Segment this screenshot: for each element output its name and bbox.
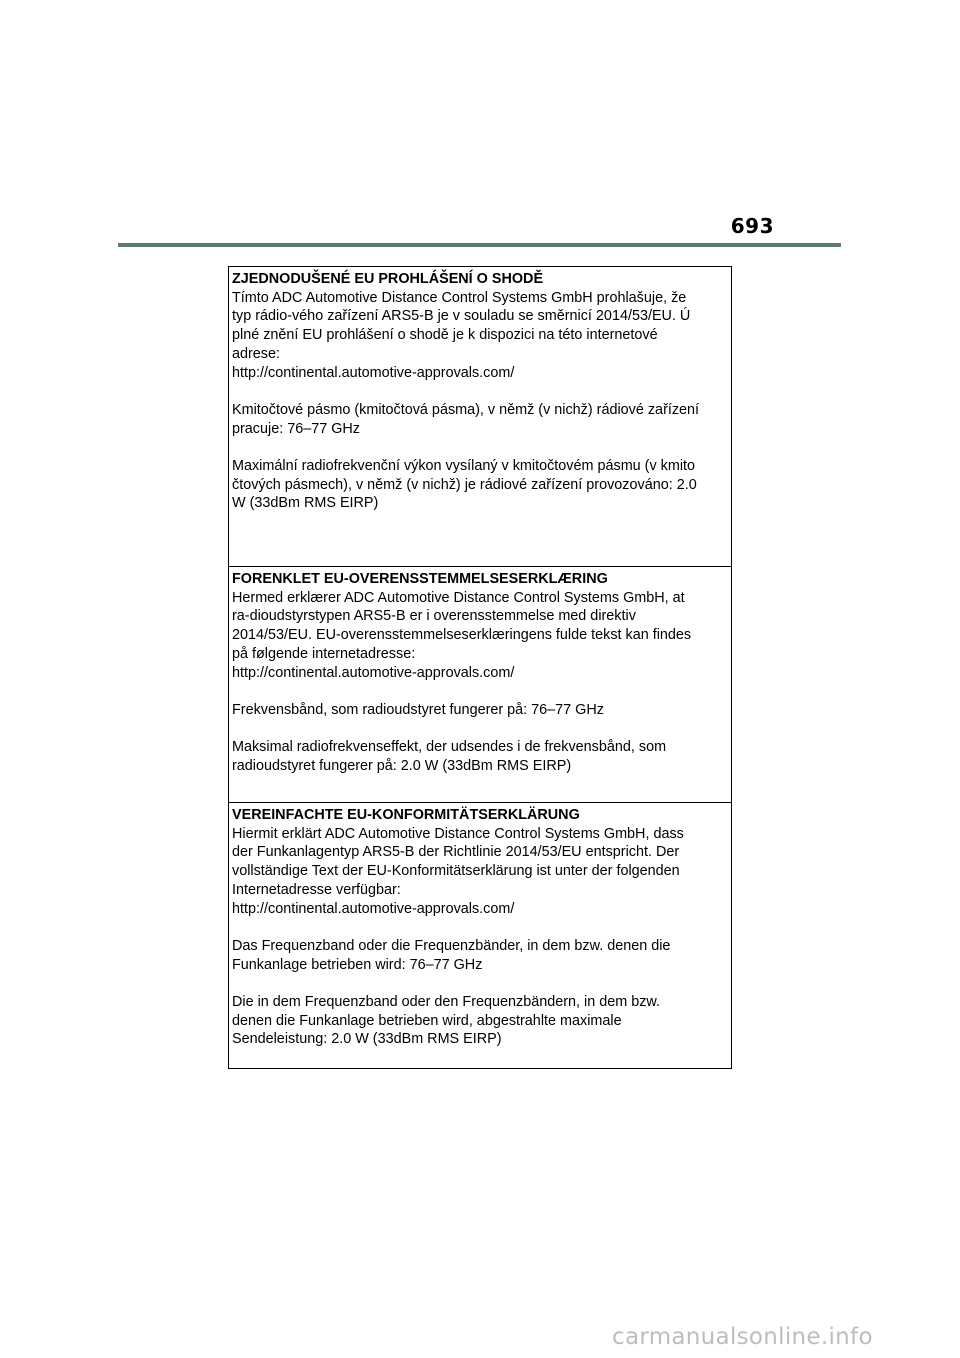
- max-power-text: Die in dem Frequenzband oder den Frequenzbändern, in dem bzw. denen die Funkanlage betrieben wird, abgestrahlte maximale Sendeleistung: 2.0 W (33dBm RMS EIRP): [232, 994, 660, 1048]
- declaration-section-german: [229, 803, 731, 1068]
- header-divider: [118, 243, 841, 247]
- intro-text: Tímto ADC Automotive Distance Control Systems GmbH prohlašuje, že typ rádio-vého zařízení ARS5-B je v souladu se směrnicí 2014/53/EU. Ú plné znění EU prohlášení o shodě je k dispozici na této internetové adrese:: [232, 289, 691, 362]
- section-heading: VEREINFACHTE EU-KONFORMITÄTSERKLÄRUNG: [232, 807, 580, 823]
- declaration-table: [228, 266, 732, 1069]
- frequency-band-text: Kmitočtové pásmo (kmitočtová pásma), v němž (v nichž) rádiové zařízení pracuje: 76–77 GHz: [232, 401, 700, 437]
- frequency-band-text: Das Frequenzband oder die Frequenzbänder, in dem bzw. denen die Funkanlage betrieben wird: 76–77 GHz: [232, 937, 671, 973]
- intro-text: Hermed erklærer ADC Automotive Distance Control Systems GmbH, at ra-dioudstyrstypen ARS5-B er i overensstemmelse med direktiv 2014/53/EU. EU-overensstemmelseserklæringens fulde tekst kan findes på følgende internetadresse:: [232, 589, 692, 662]
- declaration-section-czech: [229, 267, 731, 567]
- intro-text: Hiermit erklärt ADC Automotive Distance Control Systems GmbH, dass der Funkanlagentyp ARS5-B der Richtlinie 2014/53/EU entspricht. Der vollständige Text der EU-Konformitätserklärung ist unter der folgenden Internetadresse verfügbar:: [232, 825, 684, 898]
- declaration-section-danish: [229, 567, 731, 803]
- frequency-band-text: Frekvensbånd, som radioudstyret fungerer på: 76–77 GHz: [232, 701, 604, 718]
- watermark: carmanualsonline.info: [612, 1324, 873, 1350]
- approval-url: http://continental.automotive-approvals.com/: [232, 364, 515, 381]
- approval-url: http://continental.automotive-approvals.com/: [232, 664, 515, 681]
- declaration-text: [232, 589, 729, 683]
- section-heading: ZJEDNODUŠENÉ EU PROHLÁŠENÍ O SHODĚ: [232, 271, 544, 287]
- declaration-text: [232, 289, 729, 383]
- max-power-text: Maksimal radiofrekvenseffekt, der udsendes i de frekvensbånd, som radioudstyret fungerer på: 2.0 W (33dBm RMS EIRP): [232, 739, 667, 774]
- page-number: 693: [730, 214, 774, 238]
- section-heading: FORENKLET EU-OVERENSSTEMMELSESERKLÆRING: [232, 571, 608, 587]
- declaration-text: [232, 825, 729, 919]
- approval-url: http://continental.automotive-approvals.com/: [232, 900, 515, 917]
- max-power-text: Maximální radiofrekvenční výkon vysílaný v kmitočtovém pásmu (v kmito čtových pásmech), v němž (v nichž) je rádiové zařízení provozováno: 2.0 W (33dBm RMS EIRP): [232, 458, 697, 512]
